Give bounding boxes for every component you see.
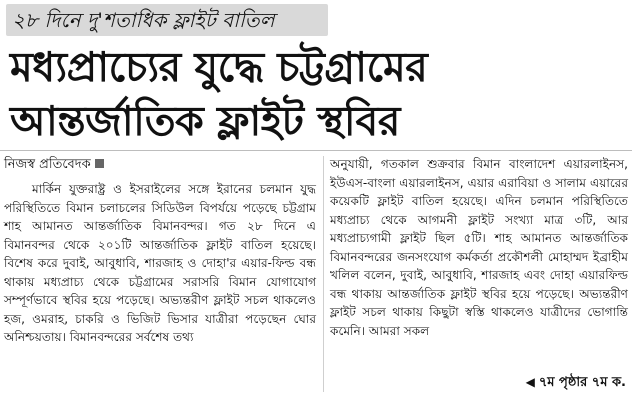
article-column-left	[4, 180, 316, 347]
headline-line-1: মধ্যপ্রাচ্যের যুদ্ধে চট্টগ্রামের	[10, 43, 428, 91]
kicker: ২৮ দিনে দু'শতাধিক ফ্লাইট বাতিল	[6, 4, 328, 36]
continued-link[interactable]	[526, 373, 626, 394]
continued-text: ৭ম পৃষ্ঠার ৭ম ক.	[538, 375, 626, 390]
headline-line-2: আন্তর্জাতিক ফ্লাইট স্থবির	[10, 97, 400, 145]
byline	[4, 156, 104, 174]
byline-text: নিজস্ব প্রতিবেদক	[4, 157, 91, 172]
body-paragraph-left: মার্কিন যুক্তরাষ্ট্র ও ইসরাইলের সঙ্গে ইরানের চলমান যুদ্ধ পরিস্থিতিতে বিমান চলাচলের সিডিউল বিপর্যয়ে পড়েছে চট্টগ্রাম শাহ আমানত আন্তর্জাতিক বিমানবন্দর। গত ২৮ দিনে এ বিমানবন্দর থেকে ২০১টি আন্তর্জাতিক ফ্লাইট বাতিল হয়েছে। বিশেষ করে দুবাই, আবুধাবি, শারজাহ ও দোহা'র এয়ার-ফিল্ড বন্ধ থাকায় মধ্যপ্রাচ্য থেকে চট্টগ্রামের সরাসরি বিমান যোগাযোগ সম্পূর্ণভাবে স্থবির হয়ে পড়েছে। অভ্যন্তরীণ ফ্লাইট সচল থাকলেও হজ, ওমরাহ, চাকরি ও ভিজিট ভিসার যাত্রীরা পড়েছেন ঘোর অনিশ্চয়তায়। বিমানবন্দরের সর্বশেষ তথ্য	[4, 182, 316, 344]
article-column-right	[330, 155, 628, 340]
body-paragraph-right: অনুযায়ী, গতকাল শুক্রবার বিমান বাংলাদেশ এয়ারলাইনস, ইউএস-বাংলা এয়ারলাইনস, এয়ার এরাবিয়া ও সালাম এয়ারের কয়েকটি ফ্লাইট বাতিল হয়েছে। এদিন চলমান পরিস্থিতিতে মধ্যপ্রাচ্য থেকে আগমনী ফ্লাইট সংখ্যা মাত্র ৩টি, আর মধ্যপ্রাচ্যগামী ফ্লাইট ছিল ৫টি। শাহ আমানত আন্তর্জাতিক বিমানবন্দরের জনসংযোগ কর্মকর্তা প্রকৌশলী মোহাম্মদ ইব্রাহীম খলিল বলেন, দুবাই, আবুধাবি, শারজাহ এবং দোহা এয়ারফিল্ড বন্ধ থাকায় আন্তর্জাতিক ফ্লাইট স্থবির হয়ে পড়েছে। অভ্যন্তরীণ ফ্লাইট সচল থাকায় কিছুটা স্বস্তি থাকলেও যাত্রীদের ভোগান্তি কমেনি। আমরা সকল	[330, 157, 628, 338]
column-divider	[323, 156, 324, 392]
square-icon	[95, 159, 104, 168]
headline	[10, 40, 620, 148]
divider	[0, 150, 632, 151]
arrow-left-icon: ◀	[525, 375, 535, 389]
